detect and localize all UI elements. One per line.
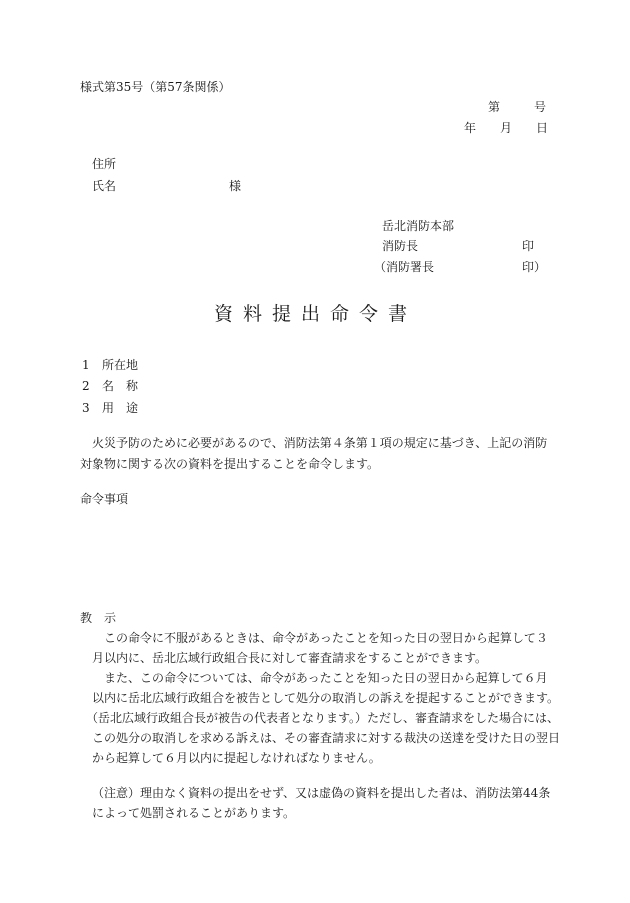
date-day: 日 — [536, 121, 549, 135]
field-3-num: 3 — [82, 401, 90, 415]
field-1-num: 1 — [82, 358, 90, 372]
issuer-org: 岳北消防本部 — [382, 219, 455, 233]
instruction-line-6: この処分の取消しを求める訴えは、その審査請求に対する裁決の送達を受けた日の翌日 — [92, 731, 561, 745]
issuer-chief-seal: 印 — [522, 239, 535, 253]
body-line-2: 対象物に関する次の資料を提出することを命令します。 — [80, 457, 380, 471]
form-number: 様式第35号（第57条関係） — [80, 80, 231, 94]
instruction-line-2: 月以内に、岳北広域行政組合長に対して審査請求をすることができます。 — [92, 651, 488, 665]
notice-line-2: によって処罰されることがあります。 — [92, 806, 296, 820]
instruction-line-1: この命令に不服があるときは、命令があったことを知った日の翌日から起算して３ — [104, 631, 548, 645]
body-line-1: 火災予防のために必要があるので、消防法第４条第１項の規定に基づき、上記の消防 — [92, 436, 548, 450]
recipient-address-label: 住所 — [92, 157, 117, 171]
date-month: 月 — [500, 121, 513, 135]
issuer-station-chief-seal: 印） — [522, 260, 547, 274]
notice-line-1: （注意）理由なく資料の提出をせず、又は虚偽の資料を提出した者は、消防法第44条 — [92, 786, 551, 800]
field-2-label: 名 称 — [102, 379, 139, 393]
order-items-label: 命令事項 — [80, 492, 129, 506]
field-3-label: 用 途 — [102, 401, 139, 415]
recipient-honorific: 様 — [229, 179, 242, 193]
issuer-station-chief-label: （消防署長 — [374, 260, 435, 274]
date-year: 年 — [464, 121, 477, 135]
instruction-line-3: また、この命令については、命令があったことを知った日の翌日から起算して６月 — [104, 671, 548, 685]
field-2-num: 2 — [82, 379, 90, 393]
issuer-chief-label: 消防長 — [382, 239, 419, 253]
document-title: 資料提出命令書 — [214, 303, 418, 325]
doc-number-prefix: 第 — [488, 100, 501, 114]
field-1-label: 所在地 — [102, 358, 139, 372]
recipient-name-label: 氏名 — [92, 179, 117, 193]
instruction-line-7: から起算して６月以内に提起しなければなりません。 — [92, 751, 381, 765]
instruction-line-4: 以内に岳北広域行政組合を被告として処分の取消しの訴えを提起することができます。 — [92, 691, 560, 705]
doc-number-suffix: 号 — [534, 100, 547, 114]
instruction-line-5: （岳北広域行政組合長が被告の代表者となります。）ただし、審査請求をした場合には、 — [86, 711, 560, 725]
instruction-heading: 教 示 — [80, 611, 117, 625]
